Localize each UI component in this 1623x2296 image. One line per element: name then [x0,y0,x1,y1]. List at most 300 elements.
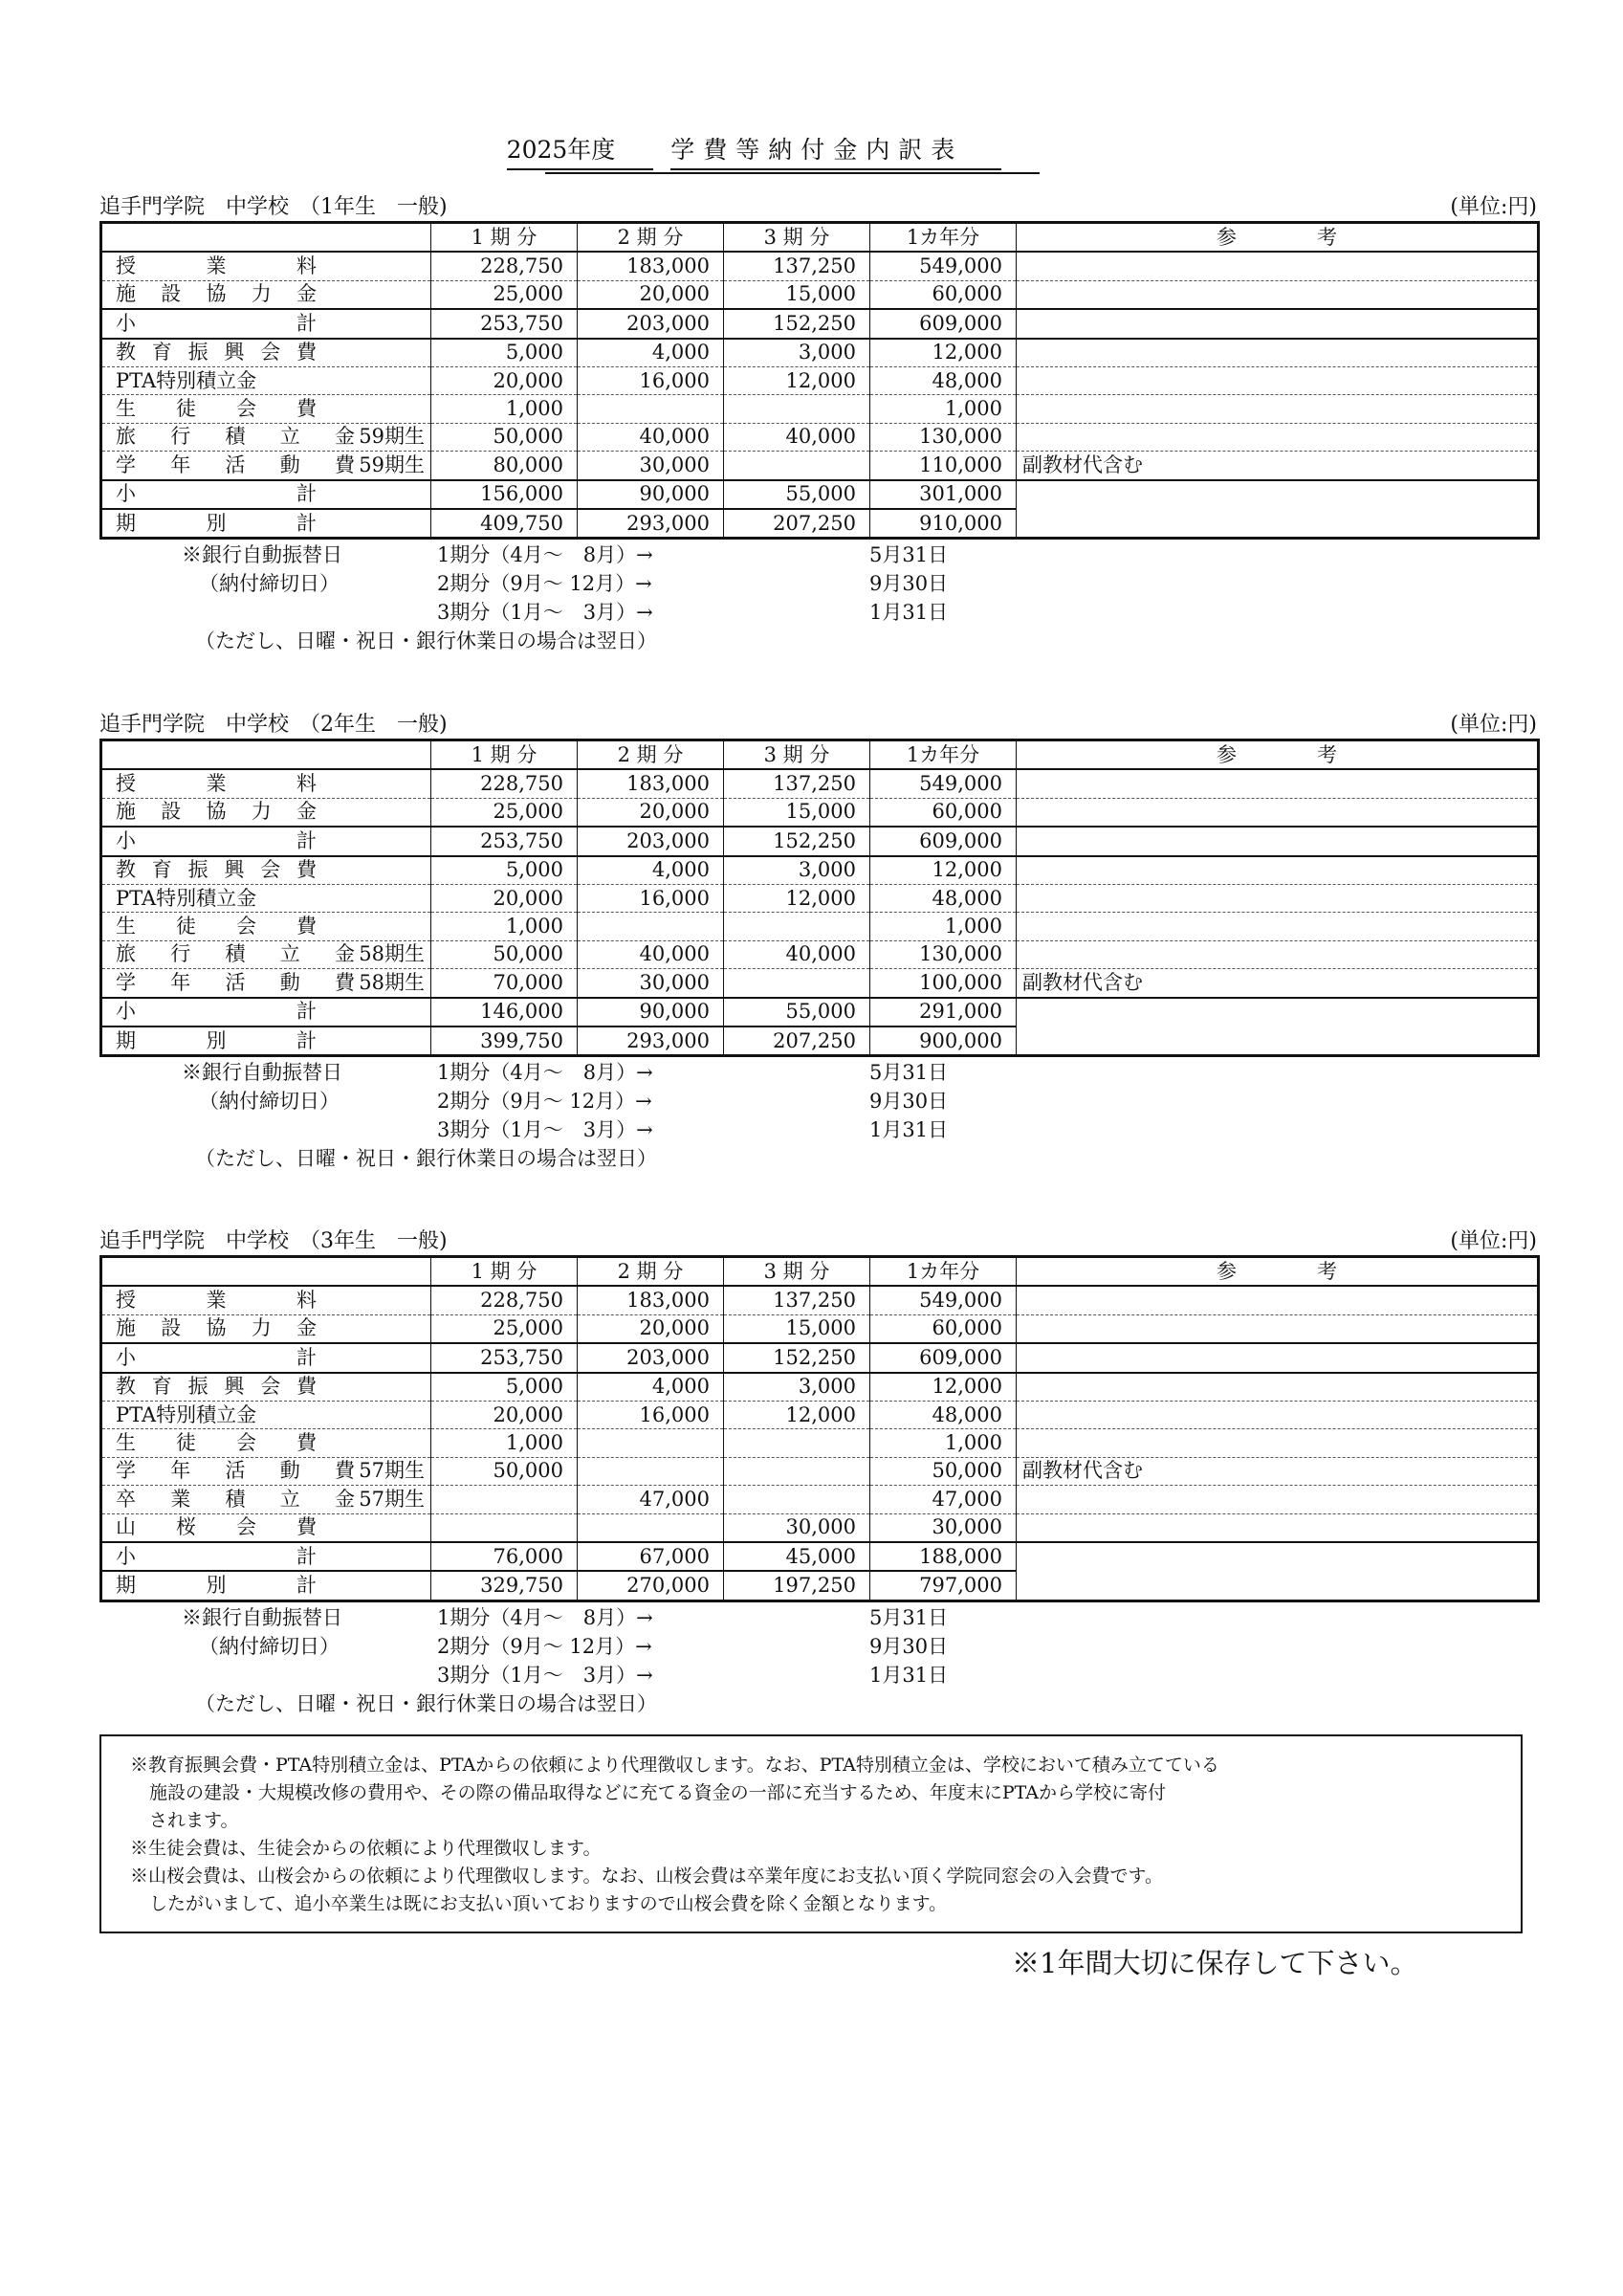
fee-item-label [101,1343,431,1372]
period-1-amount: 1,000 [431,1429,578,1457]
fee-section-2 [99,712,1537,1180]
fee-item-name: 施 設 協 力 金 [116,1316,317,1340]
fee-row [101,395,1539,423]
period-1-amount: 228,750 [431,252,578,280]
annual-amount: 549,000 [870,769,1017,798]
period-2-amount: 4,000 [578,339,724,367]
fee-item-label [101,1571,431,1601]
remarks-cell [1017,1314,1539,1343]
period-1-amount: 25,000 [431,280,578,309]
fee-item-label [101,480,431,509]
period-3-amount: 152,250 [724,827,870,855]
fee-row [101,1571,1539,1601]
remarks-cell [1017,1373,1539,1402]
period-3-amount: 55,000 [724,998,870,1027]
annual-amount: 110,000 [870,452,1017,480]
school-grade-label: 追手門学院 中学校 （3年生 一般) [99,1229,448,1253]
remarks-cell [1017,1486,1539,1513]
deadline-label: （納付締切日） [199,1090,340,1114]
schedule-period: 2期分（9月～ 12月）→ [437,572,652,596]
fee-item-name: 小 計 [116,1544,317,1568]
remarks-cell [1017,769,1539,798]
period-2-amount: 16,000 [578,884,724,912]
period-1-amount: 228,750 [431,769,578,798]
fee-item-label [101,1286,431,1314]
cohort-label: 59期生 [359,425,425,449]
header-blank-cell [101,223,431,253]
fee-item-label [101,940,431,968]
period-1-amount: 70,000 [431,969,578,998]
fee-row [101,1457,1539,1485]
period-1-amount: 146,000 [431,998,578,1027]
fee-item-name: 生 徒 会 費 [116,915,317,938]
note-line: したがいまして、追小卒業生は既にお支払い頂いておりますので山桜会費を除く金額となります。 [149,1893,948,1914]
period-2-amount: 20,000 [578,1314,724,1343]
remarks-cell [1017,395,1539,423]
footer-note: ※1年間大切に保存して下さい。 [1012,1947,1418,1979]
period-3-amount: 152,250 [724,1343,870,1372]
fee-item-name: 山 桜 会 費 [116,1515,317,1539]
fee-row [101,339,1539,367]
fee-row [101,769,1539,798]
period-3-amount [724,1457,870,1485]
fee-row [101,1429,1539,1457]
fee-item-label [101,309,431,338]
fee-item-name: 生 徒 会 費 [116,397,317,421]
period-2-amount: 183,000 [578,1286,724,1314]
period-2-amount: 183,000 [578,252,724,280]
annual-amount: 609,000 [870,827,1017,855]
remarks-cell [1017,366,1539,394]
annual-amount: 48,000 [870,884,1017,912]
note-line: ※山桜会費は、山桜会からの依頼により代理徴収します。なお、山桜会費は卒業年度にお支払い頂く学院同窓会の入会費です。 [130,1866,1163,1887]
fee-item-label [101,1486,431,1513]
fee-section-1 [99,194,1537,662]
remarks-cell [1017,1513,1539,1542]
fee-item-name: 授 業 料 [116,1289,317,1313]
holiday-note: （ただし、日曜・祝日・銀行休業日の場合は翌日） [195,629,657,653]
annual-amount: 60,000 [870,280,1017,309]
period-1-amount: 329,750 [431,1571,578,1601]
remarks-cell [1017,252,1539,280]
period-1-amount: 50,000 [431,423,578,451]
remarks-cell [1017,1343,1539,1372]
section-header [99,1228,1537,1255]
holiday-note: （ただし、日曜・祝日・銀行休業日の場合は翌日） [195,1691,657,1715]
period-2-amount: 40,000 [578,423,724,451]
period-2-amount: 4,000 [578,856,724,885]
period-3-amount [724,452,870,480]
fee-item-name: 旅 行 積 立 金 [116,942,355,966]
period-3-amount: 137,250 [724,252,870,280]
header-period-2: 2 期 分 [578,1257,724,1287]
fee-item-name: 期 別 計 [116,1028,317,1052]
period-2-amount: 30,000 [578,969,724,998]
period-1-amount: 5,000 [431,1373,578,1402]
fee-item-name: PTA特別積立金 [116,1402,257,1426]
header-period-4: 1カ年分 [870,740,1017,770]
period-3-amount: 12,000 [724,366,870,394]
deadline-label: （納付締切日） [199,572,340,596]
remarks-cell [1017,827,1539,855]
remarks-cell [1017,1429,1539,1457]
annual-amount: 12,000 [870,1373,1017,1402]
period-3-amount: 12,000 [724,884,870,912]
fee-row [101,280,1539,309]
schedule-period: 1期分（4月～ 8月）→ [437,1061,653,1085]
fee-row [101,827,1539,855]
remarks-cell [1017,1571,1539,1601]
period-1-amount: 5,000 [431,339,578,367]
fee-item-name: 教 育 振 興 会 費 [116,1375,317,1399]
fee-item-label [101,366,431,394]
period-3-amount: 45,000 [724,1542,870,1571]
fee-item-name: 小 計 [116,482,317,506]
fee-item-name: 学 年 活 動 費 [116,1459,355,1483]
fee-item-name: 授 業 料 [116,772,317,796]
fee-row [101,856,1539,885]
period-3-amount: 3,000 [724,1373,870,1402]
fee-item-name: 旅 行 積 立 金 [116,425,355,449]
period-1-amount: 20,000 [431,1401,578,1428]
fee-row [101,366,1539,394]
fee-item-label [101,1027,431,1056]
remarks-cell [1017,1286,1539,1314]
period-3-amount: 137,250 [724,1286,870,1314]
remarks-cell [1017,1401,1539,1428]
period-3-amount: 15,000 [724,280,870,309]
fee-row [101,423,1539,451]
fee-item-name: PTA特別積立金 [116,886,257,910]
period-3-amount [724,1429,870,1457]
unit-label: (単位:円) [1450,195,1537,219]
auto-debit-label: ※銀行自動振替日 [182,1061,342,1085]
annual-amount: 60,000 [870,1314,1017,1343]
fee-row [101,940,1539,968]
holiday-note: （ただし、日曜・祝日・銀行休業日の場合は翌日） [195,1147,657,1171]
cohort-label: 58期生 [359,942,425,966]
annual-amount: 1,000 [870,913,1017,940]
period-2-amount: 203,000 [578,1343,724,1372]
period-2-amount: 16,000 [578,1401,724,1428]
annual-amount: 100,000 [870,969,1017,998]
deadline-label: （納付締切日） [199,1634,340,1658]
header-period-4: 1カ年分 [870,1257,1017,1287]
fee-item-label [101,1314,431,1343]
schedule-period: 3期分（1月～ 3月）→ [437,601,653,625]
payment-schedule [99,1057,1537,1180]
period-3-amount: 40,000 [724,423,870,451]
fee-item-label [101,1457,431,1485]
period-2-amount: 270,000 [578,1571,724,1601]
fee-item-label [101,798,431,827]
annual-amount: 12,000 [870,856,1017,885]
schedule-date: 9月30日 [869,1634,949,1658]
header-row [101,223,1539,253]
period-1-amount [431,1513,578,1542]
fee-item-label [101,423,431,451]
period-1-amount: 76,000 [431,1542,578,1571]
remarks-cell [1017,480,1539,509]
header-remarks: 参 考 [1017,1257,1539,1287]
period-2-amount: 67,000 [578,1542,724,1571]
period-1-amount: 253,750 [431,309,578,338]
period-1-amount: 253,750 [431,1343,578,1372]
annual-amount: 30,000 [870,1513,1017,1542]
annual-amount: 910,000 [870,509,1017,539]
header-period-3: 3 期 分 [724,1257,870,1287]
annual-amount: 609,000 [870,309,1017,338]
remarks-cell [1017,940,1539,968]
annual-amount: 48,000 [870,366,1017,394]
remarks-cell: 副教材代含む [1017,969,1539,998]
period-2-amount [578,913,724,940]
annual-amount: 609,000 [870,1343,1017,1372]
annual-amount: 60,000 [870,798,1017,827]
annual-amount: 1,000 [870,395,1017,423]
fee-item-label [101,339,431,367]
fee-row [101,1343,1539,1372]
period-3-amount: 15,000 [724,798,870,827]
fee-row [101,480,1539,509]
period-3-amount: 137,250 [724,769,870,798]
period-2-amount: 293,000 [578,1027,724,1056]
cohort-label: 57期生 [359,1459,425,1483]
period-3-amount: 3,000 [724,339,870,367]
period-2-amount: 30,000 [578,452,724,480]
fee-row [101,884,1539,912]
title-text: 学費等納付金内訳表 [670,134,1001,170]
period-2-amount: 47,000 [578,1486,724,1513]
period-3-amount: 3,000 [724,856,870,885]
annual-amount: 797,000 [870,1571,1017,1601]
period-1-amount: 80,000 [431,452,578,480]
annual-amount: 291,000 [870,998,1017,1027]
period-1-amount: 156,000 [431,480,578,509]
period-3-amount: 30,000 [724,1513,870,1542]
schedule-date: 5月31日 [869,543,949,567]
header-blank-cell [101,740,431,770]
header-period-1: 1 期 分 [431,223,578,253]
remarks-cell [1017,423,1539,451]
fee-row [101,1542,1539,1571]
remarks-cell: 副教材代含む [1017,1457,1539,1485]
remarks-cell [1017,1542,1539,1571]
payment-schedule [99,540,1537,662]
fee-row [101,969,1539,998]
schedule-period: 2期分（9月～ 12月）→ [437,1634,652,1658]
note-line: されます。 [149,1810,239,1831]
header-remarks: 参 考 [1017,223,1539,253]
header-blank-cell [101,1257,431,1287]
fee-item-label [101,252,431,280]
annual-amount: 130,000 [870,423,1017,451]
period-3-amount [724,1486,870,1513]
fee-section-3 [99,1228,1537,1725]
annual-amount: 1,000 [870,1429,1017,1457]
period-2-amount: 20,000 [578,280,724,309]
remarks-cell [1017,798,1539,827]
fee-item-name: 小 計 [116,311,317,335]
period-3-amount: 152,250 [724,309,870,338]
section-header [99,712,1537,739]
schedule-date: 1月31日 [869,1663,949,1687]
fee-item-name: 学 年 活 動 費 [116,453,355,476]
cohort-label: 59期生 [359,453,425,476]
period-1-amount: 25,000 [431,1314,578,1343]
auto-debit-label: ※銀行自動振替日 [182,543,342,567]
fee-row [101,913,1539,940]
fee-item-label [101,1513,431,1542]
period-2-amount: 203,000 [578,309,724,338]
schedule-date: 9月30日 [869,572,949,596]
document-title [0,134,1623,174]
period-2-amount: 293,000 [578,509,724,539]
period-3-amount: 12,000 [724,1401,870,1428]
fee-item-label [101,969,431,998]
schedule-date: 1月31日 [869,1118,949,1142]
period-2-amount [578,1457,724,1485]
period-2-amount [578,1429,724,1457]
period-2-amount: 90,000 [578,998,724,1027]
fiscal-year: 2025年度 [507,134,654,170]
header-period-2: 2 期 分 [578,740,724,770]
period-2-amount [578,1513,724,1542]
annual-amount: 188,000 [870,1542,1017,1571]
fee-row [101,998,1539,1027]
remarks-cell [1017,856,1539,885]
period-1-amount: 20,000 [431,884,578,912]
remarks-cell [1017,280,1539,309]
fee-table [99,1255,1540,1602]
annual-amount: 48,000 [870,1401,1017,1428]
payment-schedule [99,1602,1537,1725]
period-3-amount: 207,250 [724,509,870,539]
fee-item-name: 期 別 計 [116,1573,317,1597]
fee-row [101,1286,1539,1314]
header-row [101,1257,1539,1287]
header-period-3: 3 期 分 [724,223,870,253]
annual-amount: 12,000 [870,339,1017,367]
note-line: ※生徒会費は、生徒会からの依頼により代理徴収します。 [130,1838,602,1859]
header-remarks: 参 考 [1017,740,1539,770]
period-3-amount: 207,250 [724,1027,870,1056]
fee-row [101,252,1539,280]
period-3-amount: 40,000 [724,940,870,968]
period-1-amount: 253,750 [431,827,578,855]
period-3-amount: 15,000 [724,1314,870,1343]
note-line: ※教育振興会費・PTA特別積立金は、PTAからの依頼により代理徴収します。なお、PTA特別積立金は、学校において積み立てている [130,1755,1219,1776]
remarks-cell [1017,509,1539,539]
fee-row [101,309,1539,338]
fee-item-name: 授 業 料 [116,254,317,278]
unit-label: (単位:円) [1450,713,1537,737]
header-row [101,740,1539,770]
fee-row [101,509,1539,539]
fee-item-name: PTA特別積立金 [116,368,257,392]
school-grade-label: 追手門学院 中学校 （1年生 一般) [99,195,448,219]
fee-item-name: 生 徒 会 費 [116,1431,317,1455]
fee-item-label [101,998,431,1027]
fee-item-label [101,509,431,539]
fee-item-label [101,1401,431,1428]
period-3-amount: 197,250 [724,1571,870,1601]
auto-debit-label: ※銀行自動振替日 [182,1605,342,1629]
unit-label: (単位:円) [1450,1229,1537,1253]
period-1-amount: 25,000 [431,798,578,827]
fee-row [101,798,1539,827]
fee-item-name: 施 設 協 力 金 [116,800,317,824]
schedule-date: 5月31日 [869,1061,949,1085]
remarks-cell [1017,1027,1539,1056]
remarks-cell [1017,309,1539,338]
schedule-period: 1期分（4月～ 8月）→ [437,1605,653,1629]
period-1-amount: 5,000 [431,856,578,885]
notes-box [99,1734,1523,1933]
fee-row [101,1513,1539,1542]
fee-item-label [101,1542,431,1571]
period-2-amount [578,395,724,423]
fee-item-name: 小 計 [116,1000,317,1024]
school-grade-label: 追手門学院 中学校 （2年生 一般) [99,713,448,737]
fee-item-label [101,856,431,885]
section-header [99,194,1537,221]
fee-row [101,1401,1539,1428]
period-2-amount: 90,000 [578,480,724,509]
header-period-4: 1カ年分 [870,223,1017,253]
period-1-amount: 228,750 [431,1286,578,1314]
remarks-cell [1017,339,1539,367]
remarks-cell [1017,884,1539,912]
fee-item-label [101,1373,431,1402]
fee-row [101,452,1539,480]
period-3-amount [724,913,870,940]
fee-item-name: 小 計 [116,1345,317,1369]
annual-amount: 50,000 [870,1457,1017,1485]
fee-item-label [101,827,431,855]
fee-row [101,1486,1539,1513]
fee-item-label [101,395,431,423]
fee-item-name: 教 育 振 興 会 費 [116,341,317,364]
annual-amount: 301,000 [870,480,1017,509]
note-line: 施設の建設・大規模改修の費用や、その際の備品取得などに充てる資金の一部に充当するため、年度末にPTAから学校に寄付 [149,1782,1167,1803]
schedule-period: 3期分（1月～ 3月）→ [437,1118,653,1142]
schedule-date: 9月30日 [869,1090,949,1114]
period-2-amount: 4,000 [578,1373,724,1402]
schedule-period: 3期分（1月～ 3月）→ [437,1663,653,1687]
period-1-amount: 20,000 [431,366,578,394]
period-1-amount [431,1486,578,1513]
annual-amount: 900,000 [870,1027,1017,1056]
period-3-amount [724,395,870,423]
fee-item-label [101,280,431,309]
schedule-date: 5月31日 [869,1605,949,1629]
header-period-3: 3 期 分 [724,740,870,770]
fee-item-name: 施 設 協 力 金 [116,282,317,306]
period-1-amount: 1,000 [431,395,578,423]
remarks-cell [1017,913,1539,940]
annual-amount: 549,000 [870,1286,1017,1314]
header-period-1: 1 期 分 [431,740,578,770]
period-2-amount: 40,000 [578,940,724,968]
period-2-amount: 20,000 [578,798,724,827]
period-2-amount: 16,000 [578,366,724,394]
fee-item-label [101,452,431,480]
fee-item-label [101,913,431,940]
fee-item-label [101,1429,431,1457]
fee-item-name: 教 育 振 興 会 費 [116,858,317,882]
period-2-amount: 203,000 [578,827,724,855]
